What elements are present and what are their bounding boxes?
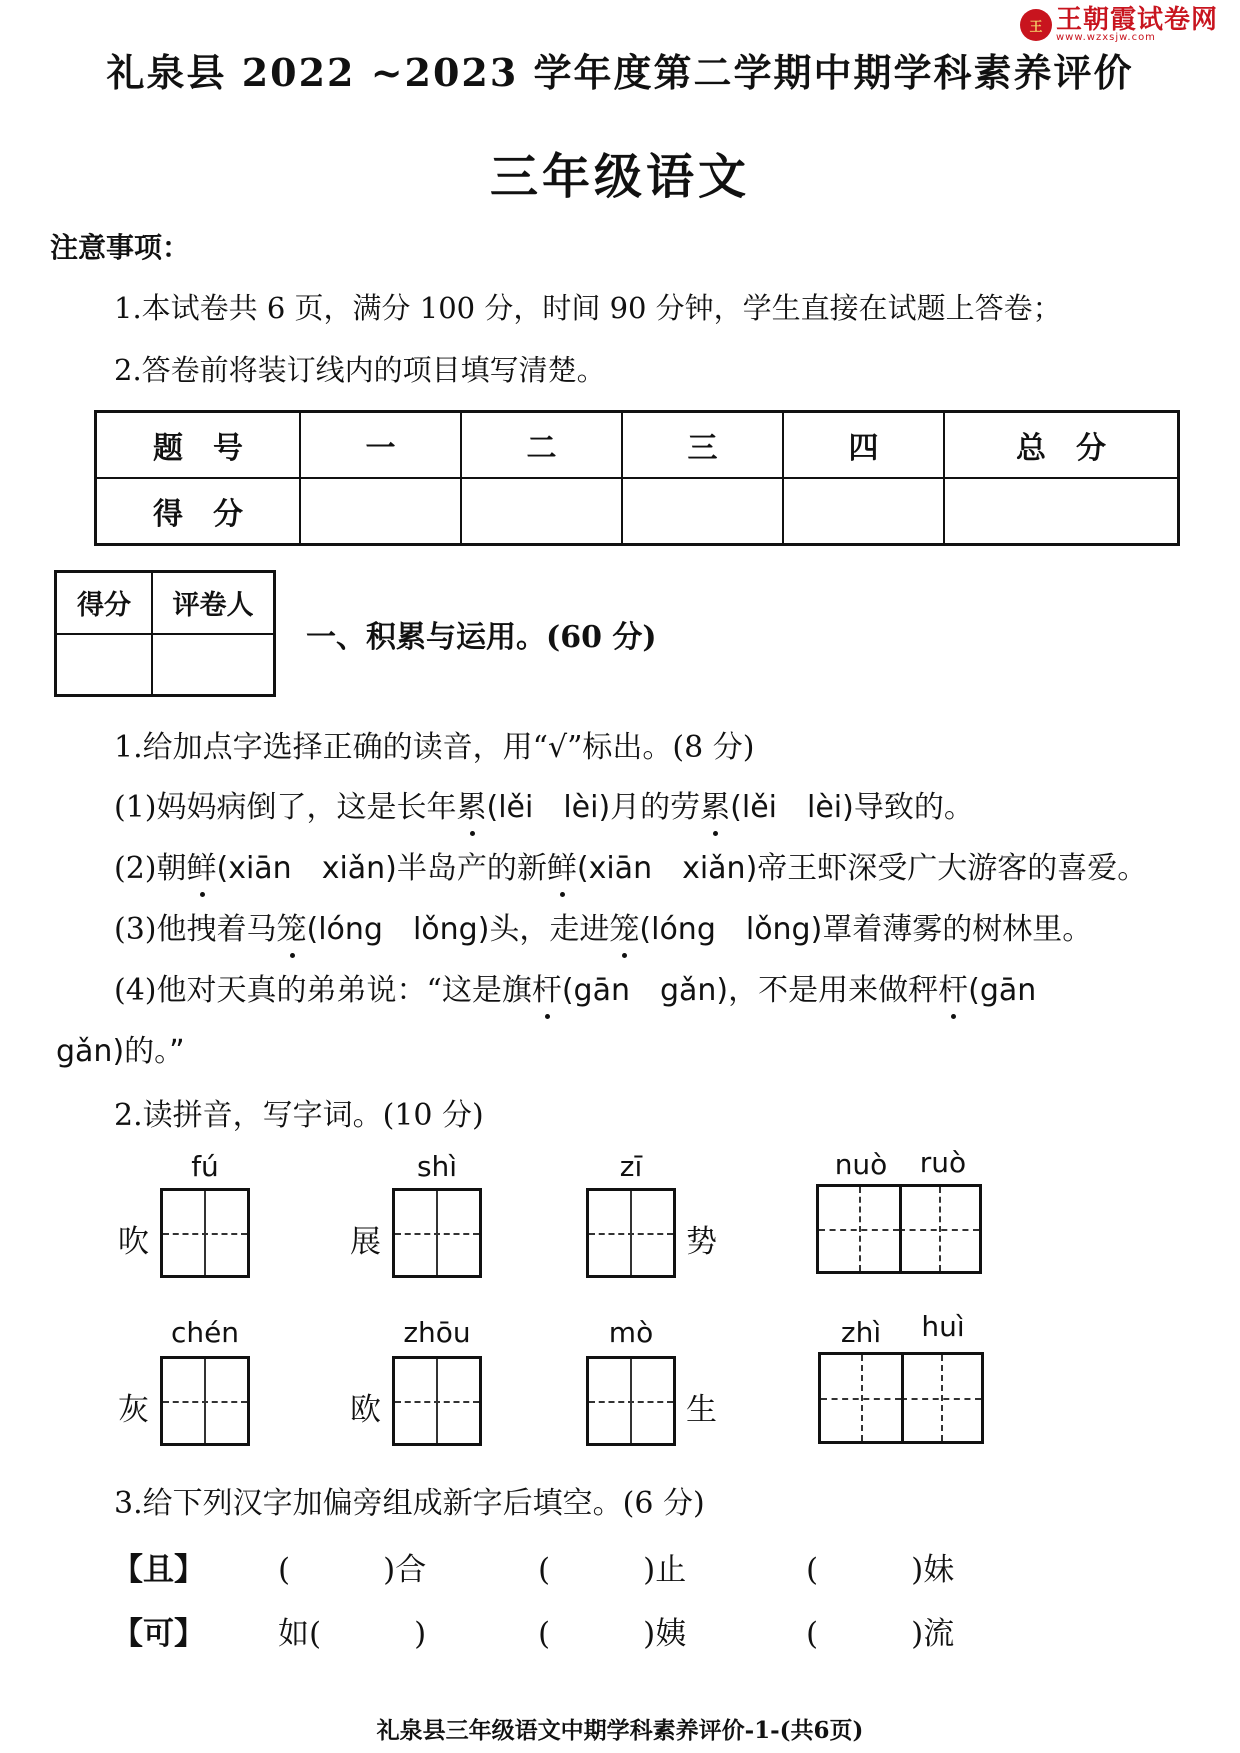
pinyin-choice[interactable]: (gān gǎn) (561, 973, 729, 1008)
pinyin-label: zī (619, 1150, 643, 1183)
word-char: 欧 (350, 1392, 381, 1428)
pinyin-label: chén (170, 1316, 240, 1349)
grader-score-cell[interactable] (56, 634, 153, 696)
score-table-header: 三 (622, 412, 783, 479)
writing-grid[interactable] (586, 1188, 676, 1278)
pinyin-label: zhì (840, 1316, 882, 1349)
score-cell[interactable] (622, 478, 783, 545)
section-heading: 一、积累与运用。(60 分) (306, 620, 657, 655)
writing-grid-double[interactable] (818, 1352, 984, 1444)
q1-title: 1.给加点字选择正确的读音，用“√”标出。(8 分) (114, 730, 755, 765)
dotted-char: 累 (700, 782, 730, 826)
grader-name-label: 评卷人 (152, 572, 275, 634)
pinyin-choice[interactable]: (lóng lǒng) (306, 912, 490, 947)
page-title: 礼泉县 2022 ~2023 学年度第二学期中期学科素养评价 (106, 50, 1134, 95)
grader-name-cell[interactable] (152, 634, 275, 696)
dotted-char: 鲜 (187, 843, 217, 887)
writing-grid[interactable] (160, 1356, 250, 1446)
q3-blank[interactable]: 如( ) (278, 1616, 427, 1652)
q3-blank[interactable]: ( )合 (278, 1552, 427, 1588)
word-char: 生 (686, 1392, 717, 1428)
logo-seal-icon: 王 (1020, 9, 1052, 41)
q3-blank[interactable]: ( )止 (538, 1552, 687, 1588)
pinyin-choice[interactable]: (lěi lèi) (730, 790, 854, 825)
page-subtitle: 三年级语文 (489, 149, 750, 205)
q3-row-label: 【可】 (112, 1616, 205, 1652)
q3-blank[interactable]: ( )姨 (538, 1616, 687, 1652)
q3-row-label: 【且】 (112, 1552, 205, 1588)
dotted-char: 杆 (532, 965, 562, 1009)
pinyin-label: fú (191, 1150, 219, 1183)
score-table (94, 410, 1180, 546)
notice-item: 1.本试卷共 6 页，满分 100 分，时间 90 分钟，学生直接在试题上答卷； (114, 291, 1062, 325)
pinyin-choice[interactable]: (gān (968, 973, 1037, 1008)
pinyin-choice[interactable]: (lěi lèi) (486, 790, 611, 825)
score-row-label: 得 分 (96, 478, 301, 545)
grader-box (54, 570, 276, 697)
q2-title: 2.读拼音，写字词。(10 分) (114, 1098, 484, 1133)
site-logo (1020, 6, 1218, 44)
score-table-header: 二 (461, 412, 622, 479)
q1-item-cont (56, 1026, 185, 1070)
pinyin-label: ruò (919, 1146, 967, 1179)
q1-item: (2)朝鲜(xiān xiǎn)半岛产的新鲜(xiān xiǎn)帝王虾深受广大游客的喜爱。 (114, 843, 1147, 887)
pinyin-label: zhōu (403, 1316, 471, 1349)
grader-score-label: 得分 (56, 572, 153, 634)
score-table-header: 四 (783, 412, 944, 479)
pinyin-choice[interactable]: (xiān xiǎn) (216, 851, 397, 886)
word-char: 灰 (118, 1392, 149, 1428)
dotted-char: 笼 (609, 904, 639, 948)
logo-url: www.wzxsjw.com (1056, 32, 1156, 43)
score-cell[interactable] (783, 478, 944, 545)
score-table-header: 总 分 (944, 412, 1179, 479)
word-char: 吹 (118, 1224, 149, 1260)
writing-grid-double[interactable] (816, 1184, 982, 1274)
score-table-header: 题 号 (96, 412, 301, 479)
score-cell[interactable] (461, 478, 622, 545)
score-cell[interactable] (300, 478, 461, 545)
q1-item: (1)妈妈病倒了，这是长年累(lěi lèi)月的劳累(lěi lèi)导致的。 (114, 782, 974, 826)
q3-blank[interactable]: ( )流 (806, 1616, 955, 1652)
dotted-char: 鲜 (547, 843, 577, 887)
q1-item: (3)他拽着马笼(lóng lǒng)头，走进笼(lóng lǒng)罩着薄雾的树林里。 (114, 904, 1092, 948)
pinyin-label: mò (608, 1316, 654, 1349)
pinyin-label: huì (921, 1310, 965, 1343)
notice-item: 2.答卷前将装订线内的项目填写清楚。 (114, 353, 606, 387)
q1-item: (4)他对天真的弟弟说：“这是旗杆(gān gǎn)，不是用来做秤杆(gān (114, 965, 1036, 1009)
logo-name: 王朝霞试卷网 (1056, 5, 1219, 35)
q3-title: 3.给下列汉字加偏旁组成新字后填空。(6 分) (114, 1486, 705, 1521)
score-cell[interactable] (944, 478, 1179, 545)
word-char: 展 (350, 1224, 381, 1260)
notice-heading: 注意事项： (50, 231, 191, 264)
pinyin-choice[interactable]: gǎn)的。” (56, 1034, 185, 1069)
dotted-char: 杆 (938, 965, 968, 1009)
pinyin-label: nuò (834, 1148, 888, 1181)
writing-grid[interactable] (160, 1188, 250, 1278)
pinyin-label: shì (416, 1150, 458, 1183)
writing-grid[interactable] (586, 1356, 676, 1446)
word-char: 势 (686, 1224, 717, 1260)
dotted-char: 笼 (277, 904, 307, 948)
pinyin-choice[interactable]: (lóng lǒng) (639, 912, 823, 947)
q3-blank[interactable]: ( )妹 (806, 1552, 955, 1588)
writing-grid[interactable] (392, 1188, 482, 1278)
dotted-char: 累 (457, 782, 487, 826)
score-table-header: 一 (300, 412, 461, 479)
writing-grid[interactable] (392, 1356, 482, 1446)
page-footer: 礼泉县三年级语文中期学科素养评价-1-(共6页) (376, 1717, 864, 1744)
pinyin-choice[interactable]: (xiān xiǎn) (576, 851, 758, 886)
